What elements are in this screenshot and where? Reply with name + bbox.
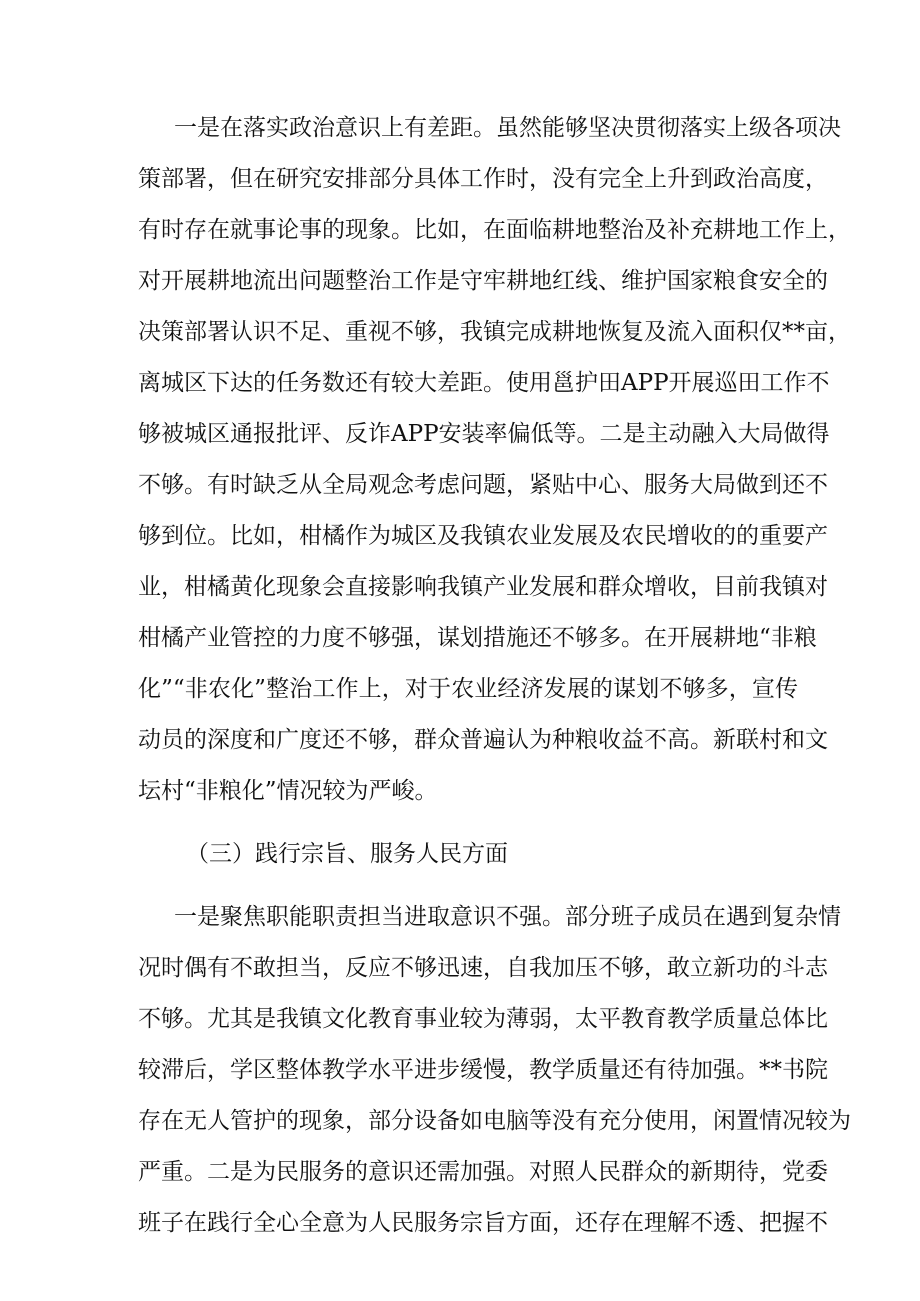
paragraph-1-line-7: 够被城区通报批评、反诈APP安装率偏低等。二是主动融入大局做得 [138,421,830,447]
paragraph-1-line-8: 不够。有时缺乏从全局观念考虑问题，紧贴中心、服务大局做到还不 [138,472,828,498]
paragraph-2-line-2: 况时偶有不敢担当，反应不够迅速，自我加压不够，敢立新功的斗志 [138,955,828,981]
paragraph-1-line-4: 对开展耕地流出问题整治工作是守牢耕地红线、维护国家粮食安全的 [138,268,828,294]
paragraph-2-line-4: 较滞后，学区整体教学水平进步缓慢，教学质量还有待加强。**书院 [138,1057,828,1083]
paragraph-1-line-6: 离城区下达的任务数还有较大差距。使用邕护田APP开展巡田工作不 [138,370,830,396]
paragraph-1-line-11: 柑橘产业管控的力度不够强，谋划措施还不够多。在开展耕地“非粮 [138,625,817,651]
paragraph-1-line-2: 策部署，但在研究安排部分具体工作时，没有完全上升到政治高度， [138,166,828,192]
paragraph-1-line-5: 决策部署认识不足、重视不够，我镇完成耕地恢复及流入面积仅**亩， [138,319,851,345]
paragraph-2-line-1: 一是聚焦职能职责担当进取意识不强。部分班子成员在遇到复杂情 [174,904,841,930]
paragraph-1-line-12: 化”“非农化”整治工作上，对于农业经济发展的谋划不够多，宣传 [138,676,798,702]
paragraph-1-line-1: 一是在落实政治意识上有差距。虽然能够坚决贯彻落实上级各项决 [174,115,841,141]
paragraph-1-line-14: 坛村“非粮化”情况较为严峻。 [138,778,438,804]
paragraph-2-line-7: 班子在践行全心全意为人民服务宗旨方面，还存在理解不透、把握不 [138,1210,828,1236]
paragraph-2-line-6: 严重。二是为民服务的意识还需加强。对照人民群众的新期待，党委 [138,1159,828,1185]
paragraph-1-line-10: 业，柑橘黄化现象会直接影响我镇产业发展和群众增收，目前我镇对 [138,574,828,600]
section-heading: （三）践行宗旨、服务人民方面 [186,841,508,867]
paragraph-2-line-5: 存在无人管护的现象，部分设备如电脑等没有充分使用，闲置情况较为 [138,1108,851,1134]
paragraph-1-line-3: 有时存在就事论事的现象。比如，在面临耕地整治及补充耕地工作上， [138,217,851,243]
paragraph-1-line-13: 动员的深度和广度还不够，群众普遍认为种粮收益不高。新联村和文 [138,727,828,753]
paragraph-1-line-9: 够到位。比如，柑橘作为城区及我镇农业发展及农民增收的的重要产 [138,523,828,549]
paragraph-2-line-3: 不够。尤其是我镇文化教育事业较为薄弱，太平教育教学质量总体比 [138,1006,828,1032]
